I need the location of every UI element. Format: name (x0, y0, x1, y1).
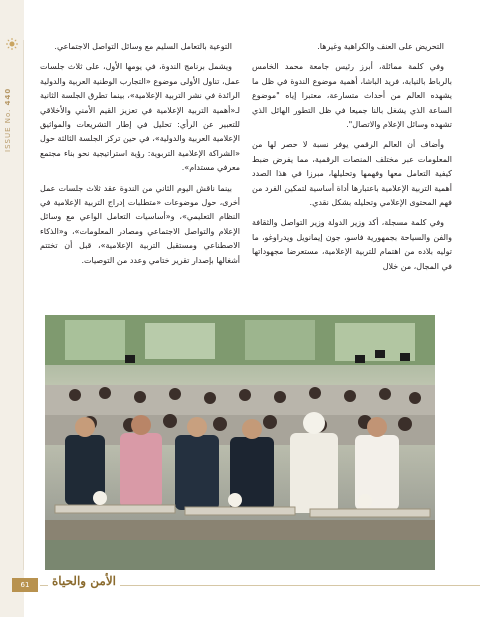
sun-ornament-icon (6, 38, 18, 50)
paragraph: التحريض على العنف والكراهية وغيرها. (317, 42, 444, 51)
event-photo (45, 315, 435, 570)
conference-photo-illustration (45, 315, 435, 570)
paragraph: وفي كلمة مسجلة، أكد وزير الدولة وزير التواصل والثقافة والفن والسياحة بجمهورية فاسو، جون إيمانويل ويدراوغو، ما توليه بلاده من اهتمام للتربية الإعلامية، مستعرضا مجهوداتها في المجال، من خلال (252, 218, 452, 271)
page-number: 61 (12, 578, 38, 592)
issue-number: 440 (4, 87, 12, 106)
article-column-right (252, 40, 452, 280)
paragraph: بينما ناقش اليوم الثاني من الندوة عقد ثلاث جلسات عمل أخرى، حول موضوعات «متطلبات إدراج التربية الإعلامية في النظام التعليمي»، و«أساسيات التعامل الواعي مع وسائل الإعلام والتواصل الاجتماعي ومصادر المعلومات»، و«الذكاء الاصطناعي ومستقبل التربية الإعلامية»، قبل أن تختتم أشغالها بإصدار تقرير ختامي وعدد من التوصيات. (40, 183, 240, 265)
article-column-left (40, 40, 240, 274)
paragraph: التوعية بالتعامل السليم مع وسائل التواصل الاجتماعي. (54, 42, 232, 51)
issue-label (4, 60, 20, 180)
paragraph: ويشمل برنامج الندوة، في يومها الأول، على ثلاث جلسات عمل، تناول الأولى موضوع «التجارب الوطنية العربية والدولية الرائدة في نشر التربية الإعلامية»، بينما تطرق الجلسة الثانية لـ«أهمية التربية الإعلامية في تعزيز القيم الأمني والأخلاقي للتعبير عن الرأي: تحليل في إطار التشريعات والمواثيق الإعلامية العربية والدولية»، في حين تركز الجلسة الثالثة حول «الشراكة الإعلامية التربوية: رؤية استراتيجية نحو بناء مجتمع معرفي مستدام». (40, 62, 240, 173)
magazine-logo: الأمن والحياة (48, 574, 120, 588)
side-divider (23, 40, 24, 570)
paragraph: وفي كلمة ممائلة، أبرز رئيس جامعة محمد الخامس بالرباط بالنيابة، فريد الباشا، أهمية موضوع الندوة في ظل ما يشهده العالم من أحداث متسارعة، معتبرا إياه "موضوع الساعة الذي يشغل بالنا جميعا في ظل التطور الهائل الذي تشهده وسائل الإعلام والاتصال". (252, 62, 452, 130)
issue-text: ISSUE No. (4, 108, 12, 153)
paragraph: وأضاف أن العالم الرقمي يوفر نسبة لا حصر لها من المعلومات عبر مختلف المنصات الرقمية، مما يفرض ضبط كيفية التعامل معها وفهمها وتحليلها، مبرزا في هذا الصدد أهمية التربية الإعلامية باعتبارها أداة أساسية لتمكين الفرد من فهم المحتوى الإعلامي وتحليله بشكل نقدي. (252, 140, 452, 208)
